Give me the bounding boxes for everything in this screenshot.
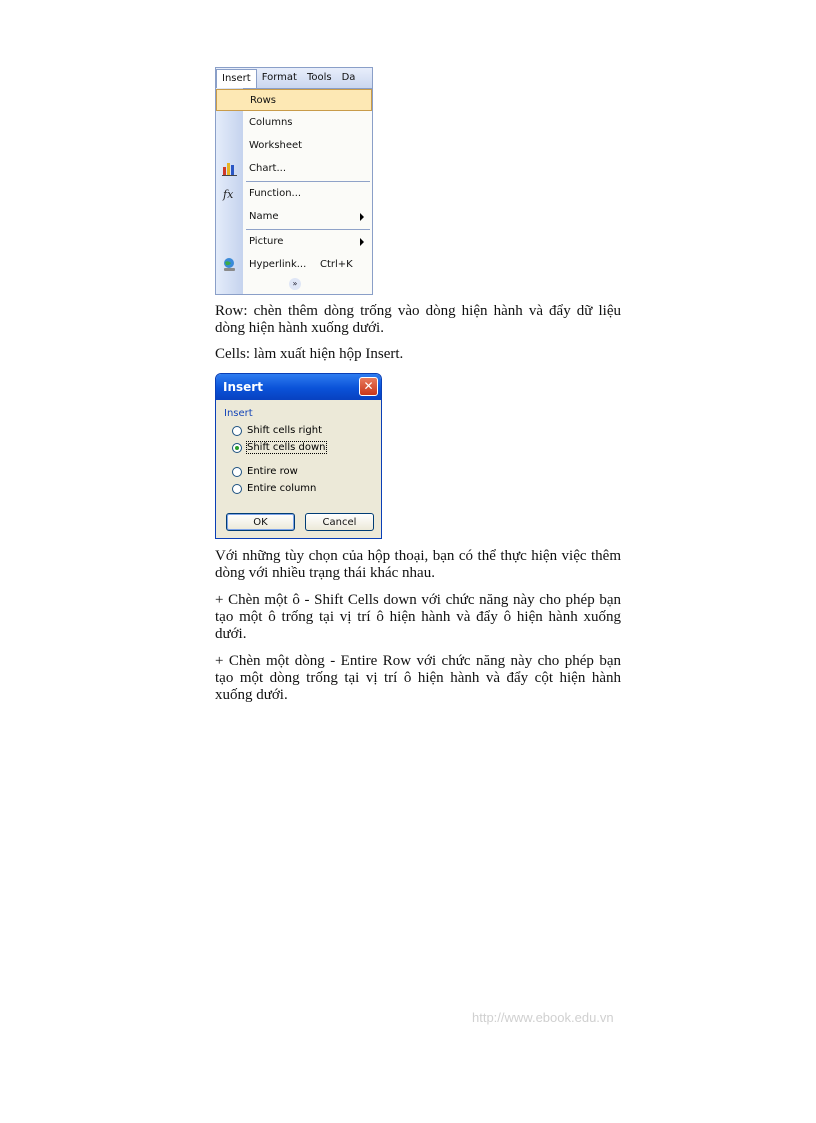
menu-item-label: Picture — [249, 236, 284, 247]
menu-item-worksheet[interactable] — [216, 135, 372, 157]
menu-item-label: Hyperlink... — [249, 259, 307, 270]
submenu-arrow-icon — [360, 213, 364, 221]
menubar — [216, 68, 372, 89]
group-label: Insert — [224, 408, 253, 419]
insert-menu — [216, 88, 372, 294]
radio-label: Entire row — [247, 466, 298, 477]
menu-item-label: Name — [249, 211, 279, 222]
menu-item-picture[interactable] — [216, 231, 372, 253]
menubar-data[interactable]: Da — [341, 72, 356, 83]
radio-button[interactable] — [232, 467, 242, 477]
menu-item-shortcut: Ctrl+K — [320, 259, 353, 270]
close-icon[interactable]: ✕ — [359, 377, 378, 396]
ok-button[interactable]: OK — [226, 513, 295, 531]
radio-label: Shift cells down — [247, 442, 326, 453]
menu-item-label: Worksheet — [249, 140, 303, 151]
radio-button[interactable] — [232, 484, 242, 494]
menubar-tools[interactable]: Tools — [306, 72, 332, 83]
dialog-titlebar — [216, 374, 381, 400]
menu-item-name[interactable] — [216, 206, 372, 228]
menu-item-label: Chart... — [249, 163, 287, 174]
svg-text:fx: fx — [223, 188, 234, 201]
menu-item-label: Rows — [250, 95, 277, 106]
hyperlink-icon — [222, 257, 237, 272]
dialog-title: Insert — [223, 380, 263, 394]
insert-dialog — [215, 373, 382, 539]
radio-label: Shift cells right — [247, 425, 322, 436]
entire-row-description: + Chèn một dòng - Entire Row với chức năng này cho phép bạn tạo một dòng trống tại vị trí ô hiện hành và đẩy cột hiện hành xuống dưới. — [215, 653, 621, 703]
menu-item-columns[interactable] — [216, 112, 372, 134]
menu-separator — [246, 229, 370, 230]
cancel-button[interactable]: Cancel — [305, 513, 374, 531]
menubar-insert[interactable]: Insert — [216, 69, 257, 88]
shift-cells-description: + Chèn một ô - Shift Cells down với chức năng này cho phép bạn tạo một ô trống tại vị trí ô hiện hành và đẩy ô hiện hành xuống dưới. — [215, 592, 621, 642]
expand-menu-icon[interactable]: » — [289, 278, 301, 290]
menu-item-chart[interactable] — [216, 158, 372, 180]
menu-item-function[interactable] — [216, 183, 372, 205]
menu-item-rows[interactable] — [216, 89, 372, 111]
footer-url: http://www.ebook.edu.vn — [472, 1010, 614, 1025]
function-icon — [222, 186, 237, 201]
options-description: Với những tùy chọn của hộp thoại, bạn có thể thực hiện việc thêm dòng với nhiều trạng thái khác nhau. — [215, 548, 621, 581]
radio-button-selected[interactable] — [232, 443, 242, 453]
chart-icon — [222, 161, 237, 176]
menu-item-label: Columns — [249, 117, 293, 128]
menu-separator — [246, 181, 370, 182]
menubar-format[interactable]: Format — [261, 72, 297, 83]
menu-item-hyperlink[interactable] — [216, 254, 372, 276]
row-description: Row: chèn thêm dòng trống vào dòng hiện hành và đẩy dữ liệu dòng hiện hành xuống dưới. — [215, 303, 621, 336]
menu-item-label: Function... — [249, 188, 302, 199]
cells-description: Cells: làm xuất hiện hộp Insert. — [215, 346, 404, 362]
radio-button[interactable] — [232, 426, 242, 436]
submenu-arrow-icon — [360, 238, 364, 246]
radio-label: Entire column — [247, 483, 317, 494]
insert-menu-screenshot — [215, 67, 373, 295]
